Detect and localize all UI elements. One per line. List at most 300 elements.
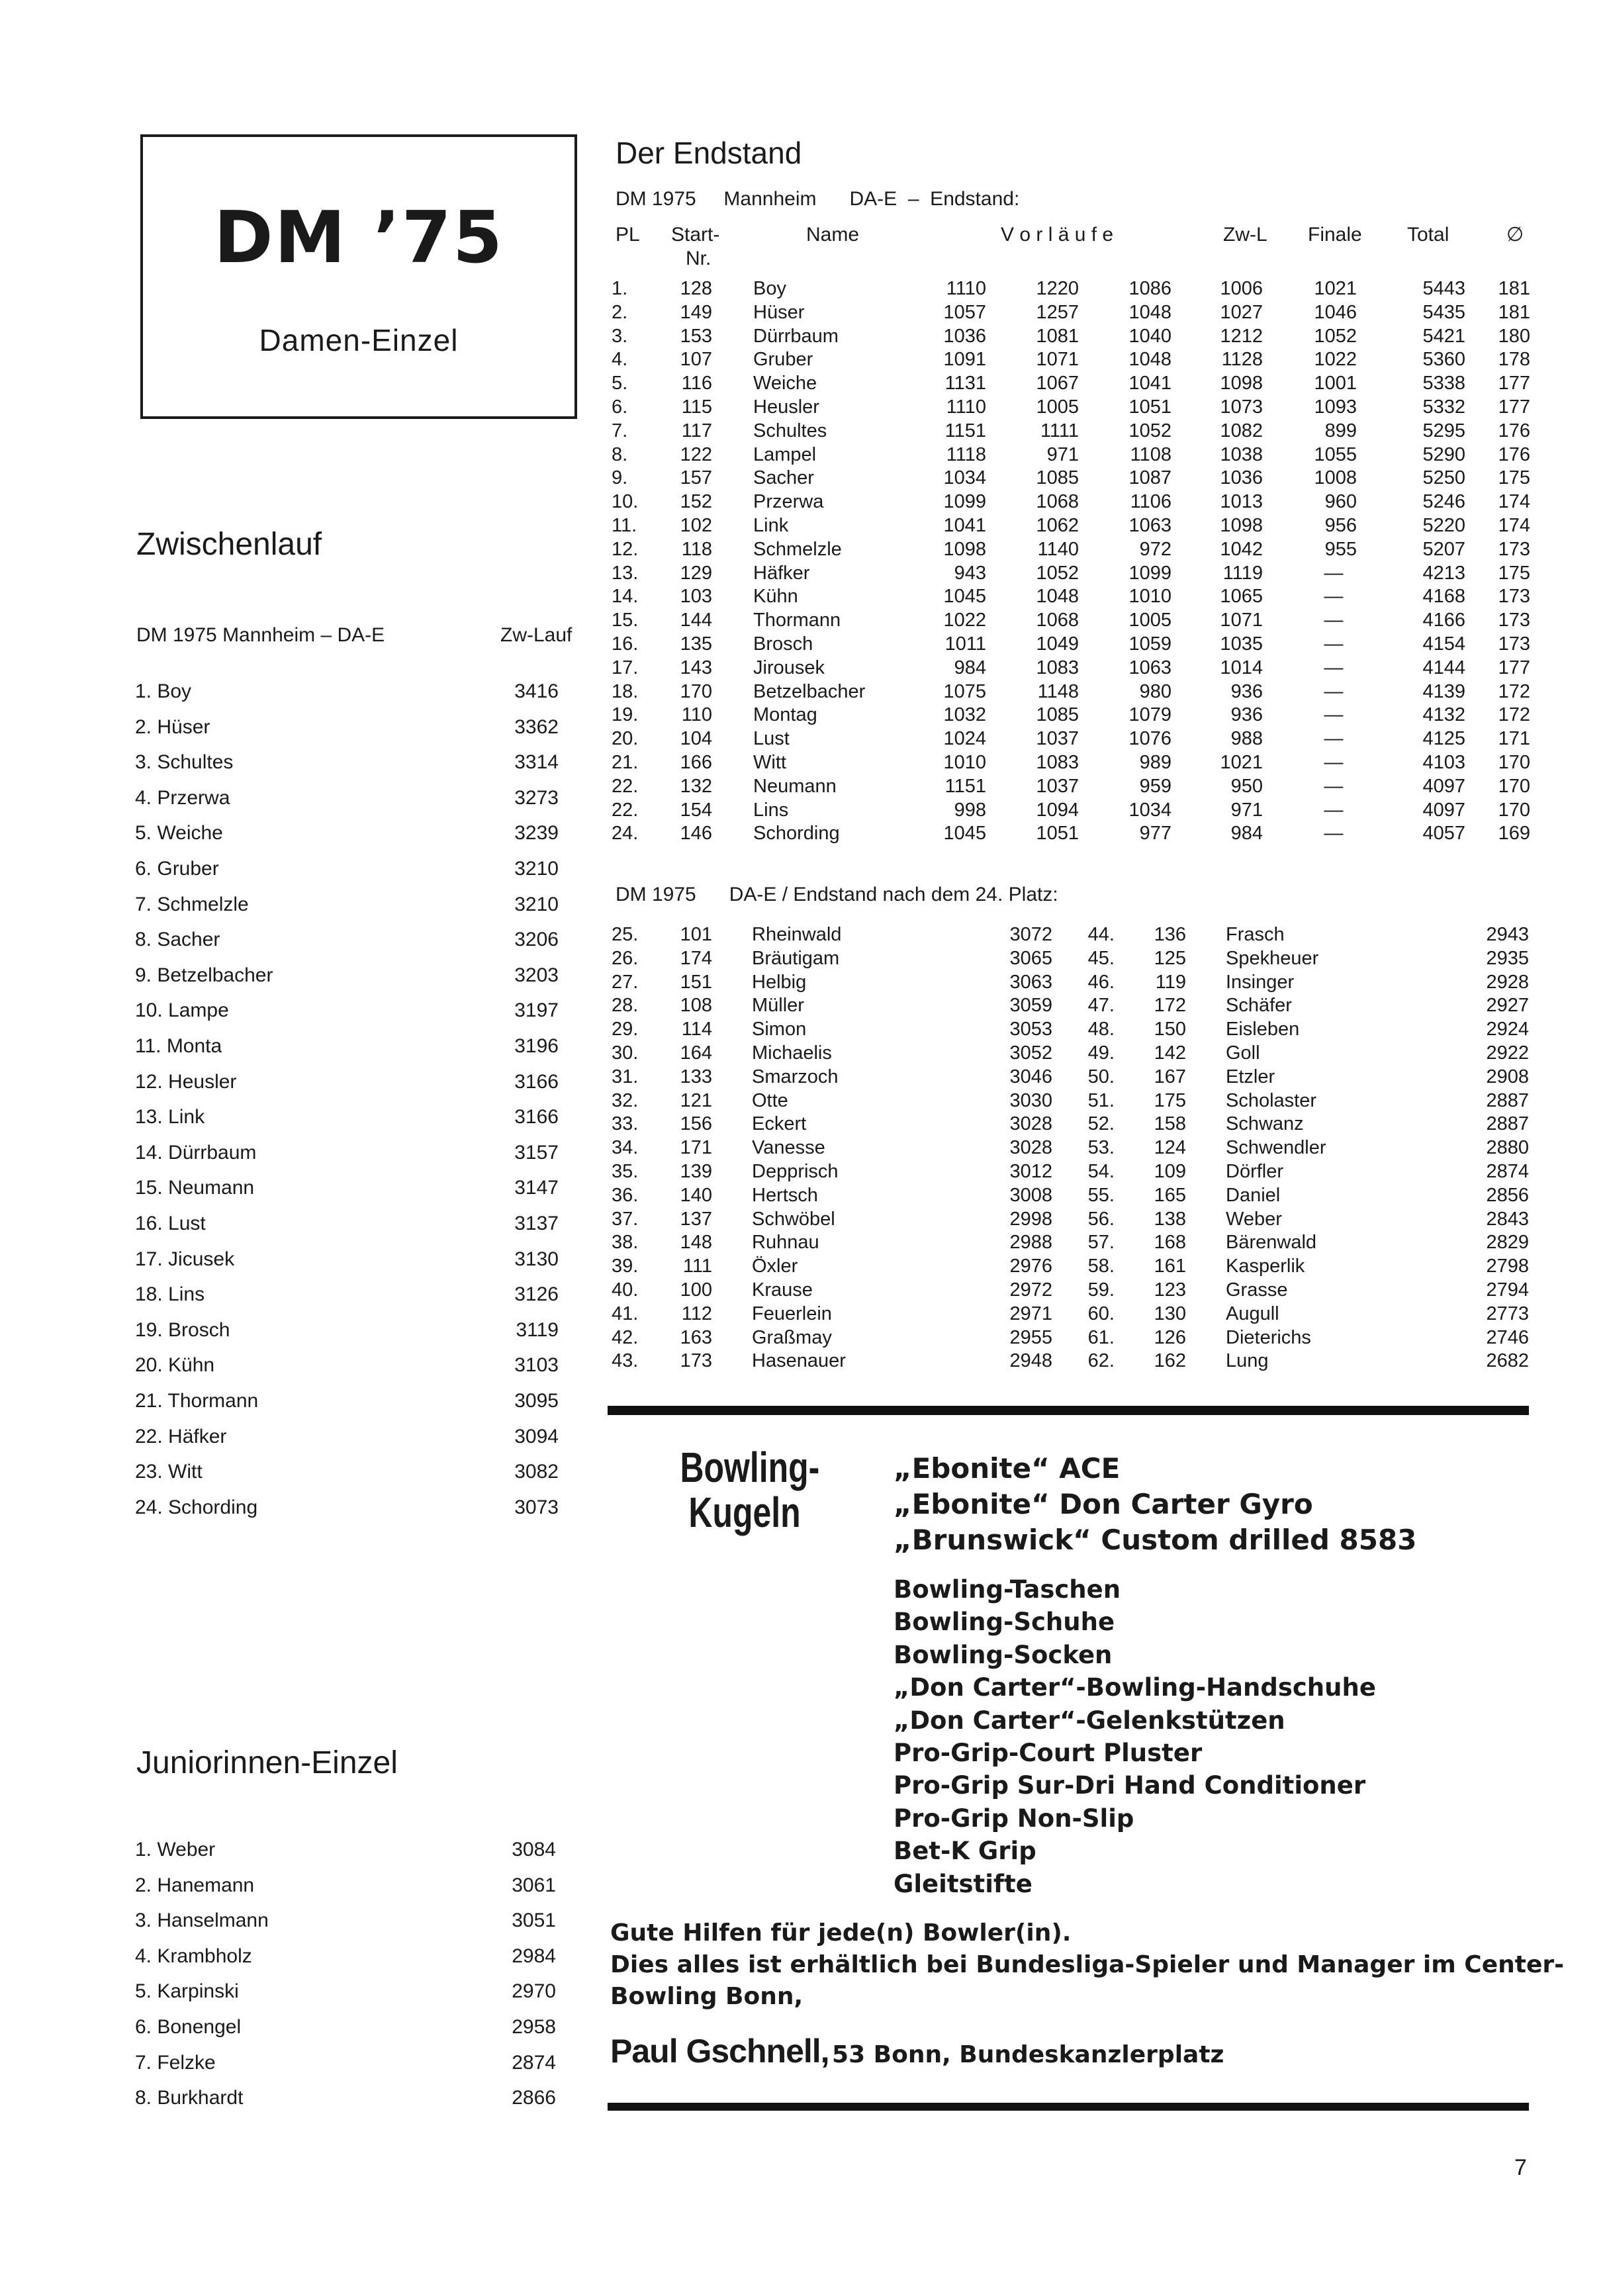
list-item-value: 2984 — [512, 1945, 556, 1967]
table-cell: 10. — [612, 491, 639, 513]
zwischenlauf-header-left: DM 1975 Mannheim – DA-E — [136, 624, 385, 646]
list-item-name: 12. Heusler — [135, 1070, 237, 1093]
table-cell: 984 — [954, 657, 986, 678]
table-cell: 166 — [680, 752, 712, 773]
table-cell: 140 — [680, 1184, 712, 1206]
table-cell: 142 — [1154, 1042, 1186, 1064]
list-item-name: 16. Lust — [135, 1213, 206, 1234]
table-cell: Dörfler — [1226, 1161, 1284, 1182]
table-cell: 165 — [1154, 1184, 1186, 1206]
table-cell: 172 — [1498, 680, 1530, 702]
table-cell: Müller — [752, 995, 804, 1017]
table-cell: 170 — [1498, 799, 1530, 821]
ad-ball-item: „Ebonite“ Don Carter Gyro — [894, 1488, 1313, 1520]
table-cell: 109 — [1154, 1161, 1186, 1182]
table-cell: 174 — [1498, 515, 1530, 536]
table-cell: 1057 — [943, 301, 986, 323]
table-cell: 33. — [612, 1113, 639, 1135]
table-cell: Hasenauer — [752, 1350, 846, 1372]
table-cell: 180 — [1498, 325, 1530, 347]
table-cell: 102 — [680, 515, 712, 536]
table-cell: 1079 — [1128, 704, 1171, 726]
table-cell: 1212 — [1220, 325, 1263, 347]
table-cell: Dieterichs — [1226, 1326, 1311, 1348]
page-subtitle: Damen-Einzel — [259, 323, 459, 357]
table-cell: 4103 — [1422, 752, 1465, 773]
nach24-subheader: DM 1975 DA-E / Endstand nach dem 24. Platz: — [616, 884, 1058, 905]
table-cell: 972 — [1139, 538, 1171, 560]
table-cell: Rheinwald — [752, 924, 842, 945]
table-cell: 1108 — [1130, 443, 1171, 465]
list-item-value: 3147 — [514, 1177, 559, 1199]
table-cell: 936 — [1230, 680, 1263, 702]
table-cell: 17. — [612, 657, 639, 678]
table-cell: Otte — [752, 1089, 788, 1111]
table-cell: 1087 — [1128, 467, 1171, 489]
table-cell: 114 — [681, 1019, 712, 1040]
table-cell: — — [1324, 752, 1344, 773]
table-cell: 5. — [612, 373, 628, 394]
endstand-heading: Der Endstand — [616, 136, 802, 170]
table-cell: 170 — [680, 680, 712, 702]
table-cell: 3063 — [1009, 971, 1052, 993]
table-cell: 1098 — [1220, 515, 1263, 536]
table-cell: 1094 — [1036, 799, 1079, 821]
col-avg: ∅ — [1506, 224, 1524, 246]
table-cell: 29. — [612, 1019, 639, 1040]
table-cell: 22. — [612, 799, 639, 821]
table-cell: Gruber — [753, 349, 813, 371]
list-item-name: 8. Sacher — [135, 929, 220, 951]
table-cell: Kühn — [753, 586, 798, 608]
table-cell: Przerwa — [753, 491, 824, 513]
table-cell: 1005 — [1128, 610, 1171, 631]
table-cell: 34. — [612, 1137, 639, 1159]
table-cell: 47. — [1087, 995, 1115, 1017]
table-cell: 172 — [1154, 995, 1186, 1017]
table-cell: — — [1324, 633, 1344, 655]
table-cell: Neumann — [753, 775, 837, 797]
list-item-value: 3095 — [514, 1390, 559, 1412]
table-cell: 1110 — [946, 278, 986, 299]
list-item-name: 7. Schmelzle — [135, 893, 249, 915]
list-item-value: 3166 — [514, 1070, 559, 1093]
table-cell: 4166 — [1422, 610, 1465, 631]
endstand-subheader: DM 1975 Mannheim DA-E – Endstand: — [616, 188, 1020, 210]
list-item-value: 3130 — [514, 1248, 559, 1270]
list-item-value: 3084 — [512, 1839, 556, 1860]
table-cell: 2874 — [1486, 1161, 1529, 1182]
table-cell: 175 — [1498, 562, 1530, 584]
list-item-value: 2866 — [512, 2087, 556, 2109]
table-cell: 1073 — [1220, 396, 1263, 418]
table-cell: 2972 — [1009, 1279, 1052, 1301]
table-cell: 157 — [680, 467, 712, 489]
table-cell: — — [1324, 775, 1344, 797]
table-cell: 2. — [612, 301, 628, 323]
table-cell: 2798 — [1486, 1256, 1529, 1277]
table-cell: 1005 — [1036, 396, 1079, 418]
table-cell: Jirousek — [753, 657, 825, 678]
table-cell: 154 — [680, 799, 712, 821]
table-cell: 1052 — [1314, 325, 1357, 347]
table-cell: 5290 — [1422, 443, 1465, 465]
table-cell: Grasse — [1226, 1279, 1288, 1301]
table-cell: 2887 — [1486, 1089, 1529, 1111]
table-cell: Schmelzle — [753, 538, 842, 560]
table-cell: Etzler — [1226, 1066, 1275, 1087]
table-cell: 3053 — [1009, 1019, 1052, 1040]
table-cell: 3028 — [1009, 1113, 1052, 1135]
table-cell: 30. — [612, 1042, 639, 1064]
table-cell: Lust — [753, 728, 790, 750]
table-cell: Ruhnau — [752, 1232, 819, 1254]
table-cell: — — [1324, 562, 1344, 584]
col-name: Name — [806, 224, 860, 246]
table-cell: 2794 — [1486, 1279, 1529, 1301]
table-cell: 1082 — [1220, 420, 1263, 441]
table-cell: Hertsch — [752, 1184, 818, 1206]
list-item-name: 11. Monta — [135, 1035, 222, 1057]
ad-contact-address: 53 Bonn, Bundeskanzlerplatz — [832, 2041, 1224, 2068]
table-cell: 31. — [612, 1066, 639, 1087]
table-cell: 11. — [612, 515, 637, 536]
table-cell: 2928 — [1486, 971, 1529, 993]
table-cell: 1085 — [1036, 467, 1079, 489]
table-cell: 6. — [612, 396, 628, 418]
col-vorlaeufe: V o r l ä u f e — [1001, 224, 1114, 246]
table-cell: 128 — [680, 278, 712, 299]
table-cell: 130 — [1154, 1303, 1186, 1324]
table-cell: 1099 — [943, 491, 986, 513]
list-item-name: 9. Betzelbacher — [135, 964, 273, 986]
table-cell: 1052 — [1128, 420, 1171, 441]
table-cell: 126 — [1154, 1326, 1186, 1348]
table-cell: 1071 — [1220, 610, 1263, 631]
table-cell: 32. — [612, 1089, 639, 1111]
table-cell: 1151 — [944, 420, 986, 441]
table-cell: 1021 — [1314, 278, 1357, 299]
table-cell: 170 — [1498, 752, 1530, 773]
list-item-name: 1. Weber — [135, 1839, 216, 1860]
table-cell: 15. — [612, 610, 639, 631]
table-cell: Link — [753, 515, 789, 536]
table-cell: Thormann — [753, 610, 841, 631]
list-item-name: 17. Jicusek — [135, 1248, 235, 1270]
col-total: Total — [1407, 224, 1449, 246]
list-item-name: 6. Bonengel — [135, 2016, 242, 2038]
table-cell: 149 — [680, 301, 712, 323]
table-cell: 936 — [1230, 704, 1263, 726]
table-cell: 100 — [680, 1279, 712, 1301]
table-cell: Betzelbacher — [753, 680, 866, 702]
table-cell: Brosch — [753, 633, 813, 655]
page-number: 7 — [1514, 2155, 1527, 2180]
table-cell: 1086 — [1128, 278, 1171, 299]
table-cell: 143 — [680, 657, 712, 678]
table-cell: 1037 — [1036, 728, 1079, 750]
table-cell: 20. — [612, 728, 639, 750]
table-cell: 1032 — [943, 704, 986, 726]
table-cell: 4139 — [1422, 680, 1465, 702]
table-cell: 950 — [1230, 775, 1263, 797]
table-cell: Witt — [753, 752, 786, 773]
list-item-value: 2874 — [512, 2051, 556, 2074]
table-cell: 177 — [1498, 657, 1530, 678]
list-item-value: 3416 — [514, 680, 559, 702]
table-cell: 1093 — [1314, 396, 1357, 418]
zwischenlauf-header-right: Zw-Lauf — [500, 624, 573, 646]
table-cell: 146 — [680, 823, 712, 845]
table-cell: 1052 — [1036, 562, 1079, 584]
table-cell: 1083 — [1036, 752, 1079, 773]
table-cell: 1034 — [1128, 799, 1171, 821]
table-cell: 1051 — [1128, 396, 1171, 418]
table-cell: 51. — [1087, 1089, 1115, 1111]
table-cell: 2943 — [1486, 924, 1529, 945]
table-cell: 4. — [612, 349, 628, 371]
title-box — [140, 134, 577, 419]
col-finale: Finale — [1308, 224, 1362, 246]
table-cell: 173 — [1498, 633, 1530, 655]
table-cell: 2935 — [1486, 947, 1529, 969]
table-cell: 13. — [612, 562, 639, 584]
table-cell: 1001 — [1314, 373, 1357, 394]
table-cell: 1045 — [943, 823, 986, 845]
table-cell: Simon — [752, 1019, 807, 1040]
table-cell: Schwendler — [1226, 1137, 1326, 1159]
table-cell: Augull — [1226, 1303, 1279, 1324]
table-cell: 1081 — [1036, 325, 1079, 347]
ad-item: „Don Carter“-Bowling-Handschuhe — [894, 1673, 1376, 1702]
table-cell: 37. — [612, 1208, 639, 1230]
table-cell: 1036 — [943, 325, 986, 347]
juniorinnen-heading: Juniorinnen-Einzel — [136, 1745, 398, 1780]
ad-ball-item: „Ebonite“ ACE — [894, 1452, 1121, 1485]
ad-contact — [610, 2032, 1224, 2070]
table-cell: 46. — [1087, 971, 1115, 993]
ad-item: Bet-K Grip — [894, 1837, 1036, 1866]
table-cell: 116 — [681, 373, 712, 394]
table-cell: 2829 — [1486, 1232, 1529, 1254]
divider-top — [608, 1406, 1529, 1415]
list-item-name: 2. Hüser — [135, 715, 210, 738]
table-cell: 135 — [680, 633, 712, 655]
table-cell: 960 — [1324, 491, 1357, 513]
table-cell: 1041 — [1128, 373, 1171, 394]
ad-info-line2: Bowling Bonn, — [610, 1983, 803, 2010]
table-cell: 1085 — [1036, 704, 1079, 726]
table-cell: 3072 — [1009, 924, 1052, 945]
table-cell: Feuerlein — [752, 1303, 832, 1324]
ad-item: Bowling-Taschen — [894, 1575, 1121, 1604]
table-cell: 27. — [612, 971, 639, 993]
table-cell: 5207 — [1422, 538, 1465, 560]
table-cell: Helbig — [752, 971, 807, 993]
table-cell: 1068 — [1036, 491, 1079, 513]
list-item-value: 3210 — [514, 893, 559, 915]
list-item-name: 4. Przerwa — [135, 786, 230, 809]
table-cell: 53. — [1087, 1137, 1115, 1159]
table-cell: Montag — [753, 704, 817, 726]
table-cell: 1119 — [1222, 562, 1263, 584]
table-cell: 125 — [1154, 947, 1186, 969]
table-cell: Vanesse — [752, 1137, 825, 1159]
table-cell: 1131 — [944, 373, 986, 394]
table-cell: 133 — [680, 1066, 712, 1087]
table-cell: 2880 — [1486, 1137, 1529, 1159]
ad-info-line1: Dies alles ist erhältlich bei Bundesliga-Spieler und Manager im Center- — [610, 1951, 1565, 1978]
table-cell: 169 — [1498, 823, 1530, 845]
table-cell: Boy — [753, 278, 786, 299]
list-item-value: 3166 — [514, 1106, 559, 1128]
table-cell: 4057 — [1422, 823, 1465, 845]
table-cell: 168 — [1154, 1232, 1186, 1254]
table-cell: 2988 — [1009, 1232, 1052, 1254]
list-item-value: 3119 — [516, 1318, 559, 1341]
table-cell: 1111 — [1040, 420, 1079, 441]
table-cell: 137 — [680, 1208, 712, 1230]
table-cell: 1035 — [1220, 633, 1263, 655]
table-cell: 175 — [1154, 1089, 1186, 1111]
table-cell: 989 — [1139, 752, 1171, 773]
table-cell: 5295 — [1422, 420, 1465, 441]
table-cell: 61. — [1087, 1326, 1115, 1348]
table-cell: 52. — [1087, 1113, 1115, 1135]
ad-heading-line1: Bowling- — [680, 1444, 820, 1491]
table-cell: Häfker — [753, 562, 810, 584]
table-cell: 4168 — [1422, 586, 1465, 608]
table-cell: Krause — [752, 1279, 813, 1301]
table-cell: 1024 — [943, 728, 986, 750]
table-cell: 24. — [612, 823, 639, 845]
table-cell: 1076 — [1128, 728, 1171, 750]
table-cell: — — [1324, 610, 1344, 631]
table-cell: 2856 — [1486, 1184, 1529, 1206]
table-cell: 1013 — [1220, 491, 1263, 513]
table-cell: 1257 — [1036, 301, 1079, 323]
table-cell: Frasch — [1226, 924, 1285, 945]
table-cell: 5435 — [1422, 301, 1465, 323]
list-item-value: 2958 — [512, 2016, 556, 2038]
table-cell: 2746 — [1486, 1326, 1529, 1348]
table-cell: Dürrbaum — [753, 325, 839, 347]
ad-item: Gleitstifte — [894, 1869, 1033, 1898]
table-cell: 1110 — [946, 396, 986, 418]
list-item-name: 15. Neumann — [135, 1177, 255, 1199]
table-cell: 956 — [1324, 515, 1357, 536]
table-cell: 2976 — [1009, 1256, 1052, 1277]
col-zwl: Zw-L — [1223, 224, 1267, 246]
table-cell: 22. — [612, 775, 639, 797]
table-cell: 123 — [1154, 1279, 1186, 1301]
table-cell: 171 — [1498, 728, 1530, 750]
table-cell: 173 — [1498, 538, 1530, 560]
list-item-name: 7. Felzke — [135, 2051, 216, 2074]
table-cell: 178 — [1498, 349, 1530, 371]
table-cell: 59. — [1087, 1279, 1115, 1301]
table-cell: 1010 — [1128, 586, 1171, 608]
table-cell: 152 — [680, 491, 712, 513]
table-cell: 108 — [680, 995, 712, 1017]
table-cell: 138 — [1154, 1208, 1186, 1230]
table-cell: 5246 — [1422, 491, 1465, 513]
table-cell: 1106 — [1130, 491, 1171, 513]
table-cell: Graßmay — [752, 1326, 832, 1348]
ad-item: Pro-Grip Non-Slip — [894, 1804, 1134, 1833]
table-cell: 170 — [1498, 775, 1530, 797]
list-item-name: 14. Dürrbaum — [135, 1141, 257, 1164]
table-cell: 998 — [954, 799, 986, 821]
table-cell: 167 — [1154, 1066, 1186, 1087]
table-cell: 173 — [1498, 586, 1530, 608]
table-cell: Depprisch — [752, 1161, 839, 1182]
table-cell: 124 — [1154, 1137, 1186, 1159]
table-cell: 177 — [1498, 396, 1530, 418]
ad-item: Bowling-Socken — [894, 1640, 1113, 1669]
table-cell: 62. — [1087, 1350, 1115, 1372]
table-cell: — — [1324, 586, 1344, 608]
table-cell: 181 — [1498, 301, 1530, 323]
table-cell: 171 — [680, 1137, 712, 1159]
table-cell: 955 — [1324, 538, 1357, 560]
table-cell: 980 — [1139, 680, 1171, 702]
table-cell: 7. — [612, 420, 628, 441]
table-cell: 1038 — [1220, 443, 1263, 465]
table-cell: Kasperlik — [1226, 1256, 1305, 1277]
table-cell: 1062 — [1036, 515, 1079, 536]
table-cell: 5338 — [1422, 373, 1465, 394]
table-cell: 118 — [681, 538, 712, 560]
table-cell: 164 — [680, 1042, 712, 1064]
table-cell: 60. — [1087, 1303, 1115, 1324]
list-item-name: 10. Lampe — [135, 999, 229, 1022]
table-cell: 1006 — [1220, 278, 1263, 299]
table-cell: 41. — [612, 1303, 639, 1324]
table-cell: 158 — [1154, 1113, 1186, 1135]
table-cell: 173 — [1498, 610, 1530, 631]
table-cell: 1037 — [1036, 775, 1079, 797]
table-cell: 181 — [1498, 278, 1530, 299]
table-cell: 1151 — [944, 775, 986, 797]
table-cell: 107 — [680, 349, 712, 371]
table-cell: 1098 — [943, 538, 986, 560]
table-cell: 1118 — [946, 443, 986, 465]
table-cell: 4213 — [1422, 562, 1465, 584]
table-cell: Bärenwald — [1226, 1232, 1317, 1254]
table-cell: 139 — [680, 1161, 712, 1182]
col-start-nr: Nr. — [686, 248, 712, 269]
list-item-name: 24. Schording — [135, 1496, 258, 1518]
ad-item: Bowling-Schuhe — [894, 1608, 1115, 1637]
table-cell: Lins — [753, 799, 789, 821]
ad-ball-item: „Brunswick“ Custom drilled 8583 — [894, 1524, 1417, 1556]
list-item-value: 3082 — [514, 1461, 559, 1483]
table-cell: 1048 — [1128, 301, 1171, 323]
table-cell: 173 — [680, 1350, 712, 1372]
table-cell: 977 — [1139, 823, 1171, 845]
table-cell: 1021 — [1220, 752, 1263, 773]
table-cell: 5360 — [1422, 349, 1465, 371]
table-cell: 115 — [681, 396, 712, 418]
table-cell: 57. — [1087, 1232, 1115, 1254]
table-cell: — — [1324, 680, 1344, 702]
table-cell: 1045 — [943, 586, 986, 608]
table-cell: 104 — [680, 728, 712, 750]
table-cell: 122 — [680, 443, 712, 465]
table-cell: Lung — [1226, 1350, 1269, 1372]
table-cell: 1083 — [1036, 657, 1079, 678]
